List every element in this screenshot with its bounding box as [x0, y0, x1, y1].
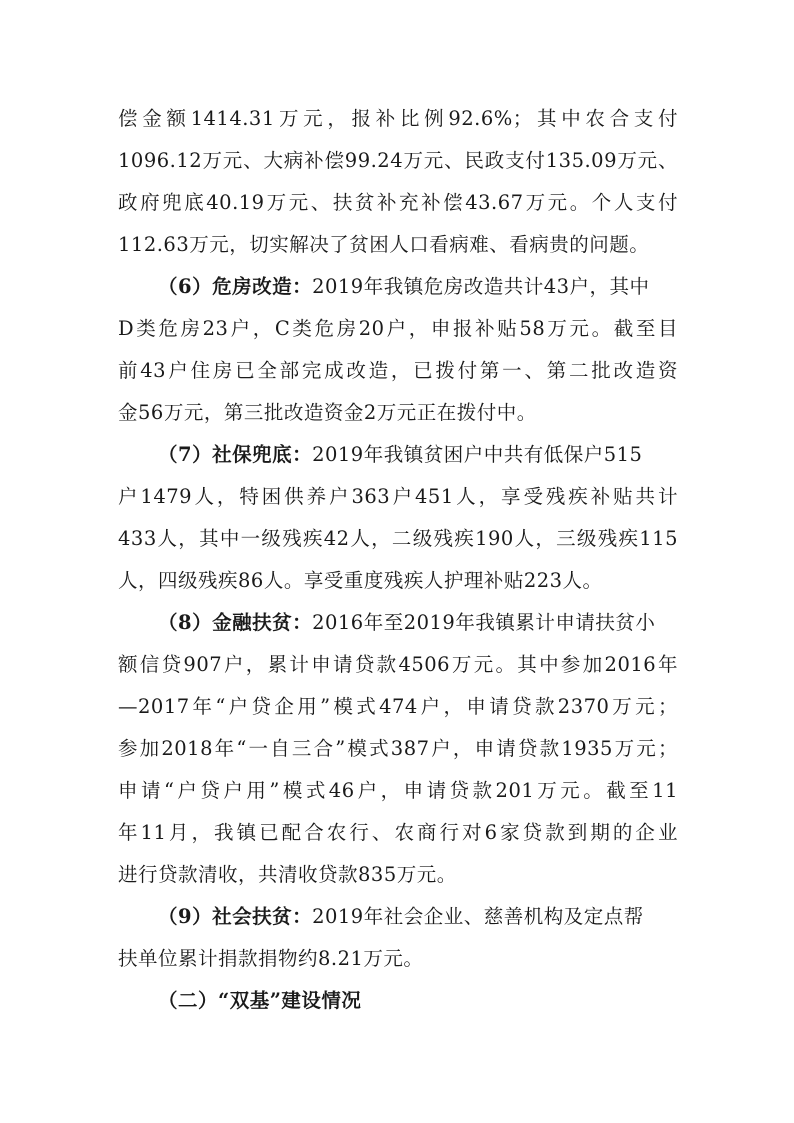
paragraph-line: D类危房23户，C类危房20户，申报补贴58万元。截至目	[118, 317, 678, 340]
paragraph-line: 1096.12万元、大病补偿99.24万元、民政支付135.09万元、	[118, 149, 678, 172]
paragraph-text: 2019年我镇危房改造共计43户，其中	[312, 275, 650, 298]
paragraph-first-line	[158, 275, 678, 299]
paragraph-line: 政府兜底40.19万元、扶贫补充补偿43.67万元。个人支付	[118, 191, 678, 214]
paragraph-line: 参加2018年“一自三合”模式387户，申请贷款1935万元；	[118, 737, 678, 760]
paragraph-first-line	[158, 443, 678, 467]
paragraph-text: 2019年社会企业、慈善机构及定点帮	[312, 905, 644, 928]
section-heading: （二）“双基”建设情况	[158, 989, 362, 1012]
paragraph-line: 前43户住房已全部完成改造，已拨付第一、第二批改造资	[118, 359, 678, 382]
paragraph-line: 偿金额1414.31万元，报补比例92.6%；其中农合支付	[118, 107, 678, 130]
paragraph-text: 2019年我镇贫困户中共有低保户515	[312, 443, 643, 466]
paragraph-text: 2016年至2019年我镇累计申请扶贫小	[312, 611, 656, 634]
paragraph-line: —2017年“户贷企用”模式474户，申请贷款2370万元；	[118, 695, 678, 718]
paragraph-line: 额信贷907户，累计申请贷款4506万元。其中参加2016年	[118, 653, 678, 676]
paragraph-first-line	[158, 611, 678, 635]
item-label-social: （9）社会扶贫：	[158, 905, 313, 928]
paragraph-line: 扶单位累计捐款捐物约8.21万元。	[118, 947, 424, 970]
paragraph-line: 金56万元，第三批改造资金2万元正在拨付中。	[118, 401, 537, 424]
paragraph-first-line	[158, 905, 678, 929]
paragraph-line: 户1479人，特困供养户363户451人，享受残疾补贴共计	[118, 485, 678, 508]
paragraph-line: 申请“户贷户用”模式46户，申请贷款201万元。截至11	[118, 779, 678, 802]
paragraph-line: 433人，其中一级残疾42人，二级残疾190人，三级残疾115	[118, 527, 678, 550]
paragraph-line: 年11月，我镇已配合农行、农商行对6家贷款到期的企业	[118, 821, 678, 844]
paragraph-line: 112.63万元，切实解决了贫困人口看病难、看病贵的问题。	[118, 233, 650, 256]
item-label-financial: （8）金融扶贫：	[158, 611, 313, 634]
item-label-housing: （6）危房改造：	[158, 275, 313, 298]
item-label-social-security: （7）社保兜底：	[158, 443, 313, 466]
paragraph-line: 人，四级残疾86人。享受重度残疾人护理补贴223人。	[118, 569, 603, 592]
paragraph-line: 进行贷款清收，共清收贷款835万元。	[118, 863, 457, 886]
